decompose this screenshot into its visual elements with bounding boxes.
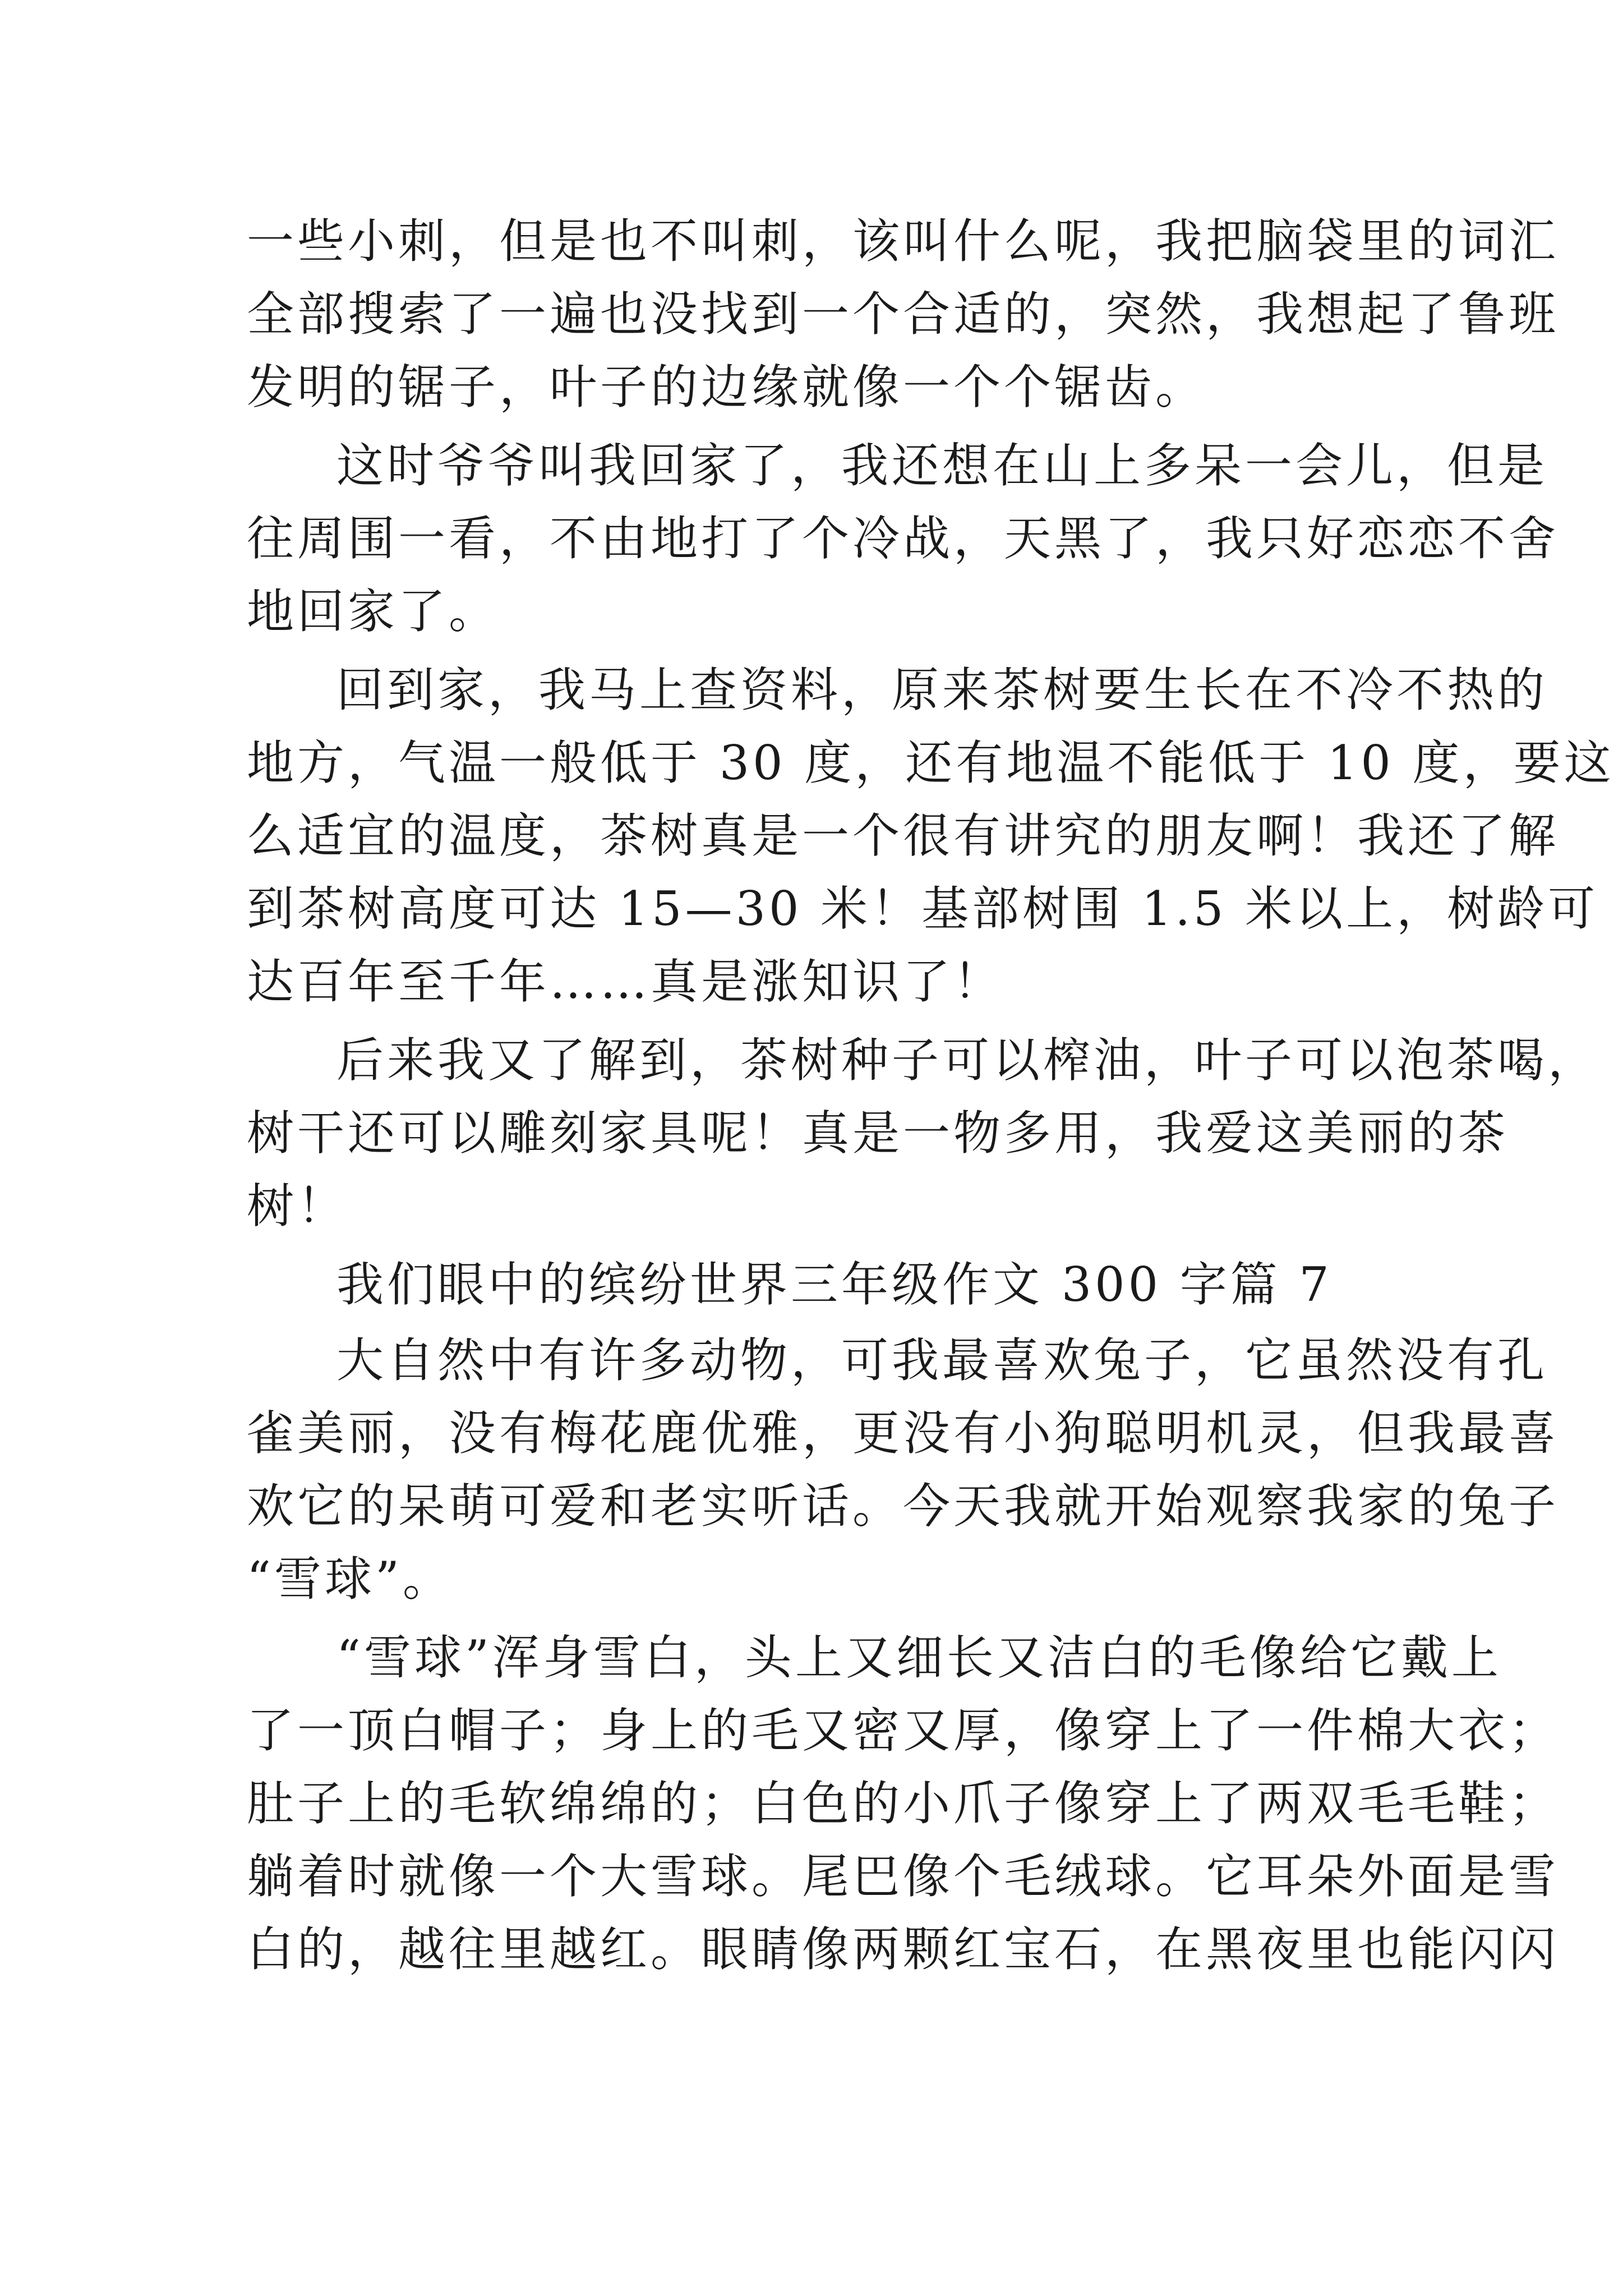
document-page bbox=[247, 208, 1615, 2115]
text-line: 地方，气温一般低于 30 度，还有地温不能低于 10 度，要这 bbox=[247, 735, 1615, 790]
section-heading: 我们眼中的缤纷世界三年级作文 300 字篇 7 bbox=[336, 1257, 1332, 1312]
text-line: 树干还可以雕刻家具呢！真是一物多用，我爱这美丽的茶 bbox=[247, 1106, 1509, 1161]
paragraph-start: 回到家，我马上查资料，原来茶树要生长在不冷不热的 bbox=[336, 662, 1548, 717]
text-line: 了一顶白帽子；身上的毛又密又厚，像穿上了一件棉大衣； bbox=[247, 1703, 1560, 1758]
text-line: 往周围一看，不由地打了个冷战，天黑了，我只好恋恋不舍 bbox=[247, 511, 1560, 566]
text-line: 白的，越往里越红。眼睛像两颗红宝石，在黑夜里也能闪闪 bbox=[247, 1922, 1560, 1977]
text-line: 欢它的呆萌可爱和老实听话。今天我就开始观察我家的兔子 bbox=[247, 1479, 1560, 1534]
text-line: 肚子上的毛软绵绵的；白色的小爪子像穿上了两双毛毛鞋； bbox=[247, 1776, 1560, 1831]
paragraph-start: 后来我又了解到，茶树种子可以榨油，叶子可以泡茶喝， bbox=[336, 1033, 1599, 1088]
text-line: 一些小刺，但是也不叫刺，该叫什么呢，我把脑袋里的词汇 bbox=[247, 214, 1560, 269]
text-line: 发明的锯子，叶子的边缘就像一个个锯齿。 bbox=[247, 360, 1206, 415]
text-line: 全部搜索了一遍也没找到一个合适的，突然，我想起了鲁班 bbox=[247, 287, 1560, 342]
text-line: 达百年至千年……真是涨知识了！ bbox=[247, 954, 1004, 1009]
paragraph-start: “雪球”浑身雪白，头上又细长又洁白的毛像给它戴上 bbox=[336, 1630, 1502, 1685]
text-line: 么适宜的温度，茶树真是一个很有讲究的朋友啊！我还了解 bbox=[247, 808, 1560, 863]
text-line: 雀美丽，没有梅花鹿优雅，更没有小狗聪明机灵，但我最喜 bbox=[247, 1406, 1560, 1461]
paragraph-start: 这时爷爷叫我回家了，我还想在山上多呆一会儿，但是 bbox=[336, 438, 1548, 493]
text-line: 地回家了。 bbox=[247, 584, 500, 639]
text-line: “雪球”。 bbox=[247, 1552, 453, 1607]
text-line: 躺着时就像一个大雪球。尾巴像个毛绒球。它耳朵外面是雪 bbox=[247, 1849, 1560, 1904]
text-line: 到茶树高度可达 15—30 米！基部树围 1.5 米以上，树龄可 bbox=[247, 881, 1599, 936]
paragraph-start: 大自然中有许多动物，可我最喜欢兔子，它虽然没有孔 bbox=[336, 1333, 1548, 1388]
text-line: 树！ bbox=[247, 1179, 348, 1234]
